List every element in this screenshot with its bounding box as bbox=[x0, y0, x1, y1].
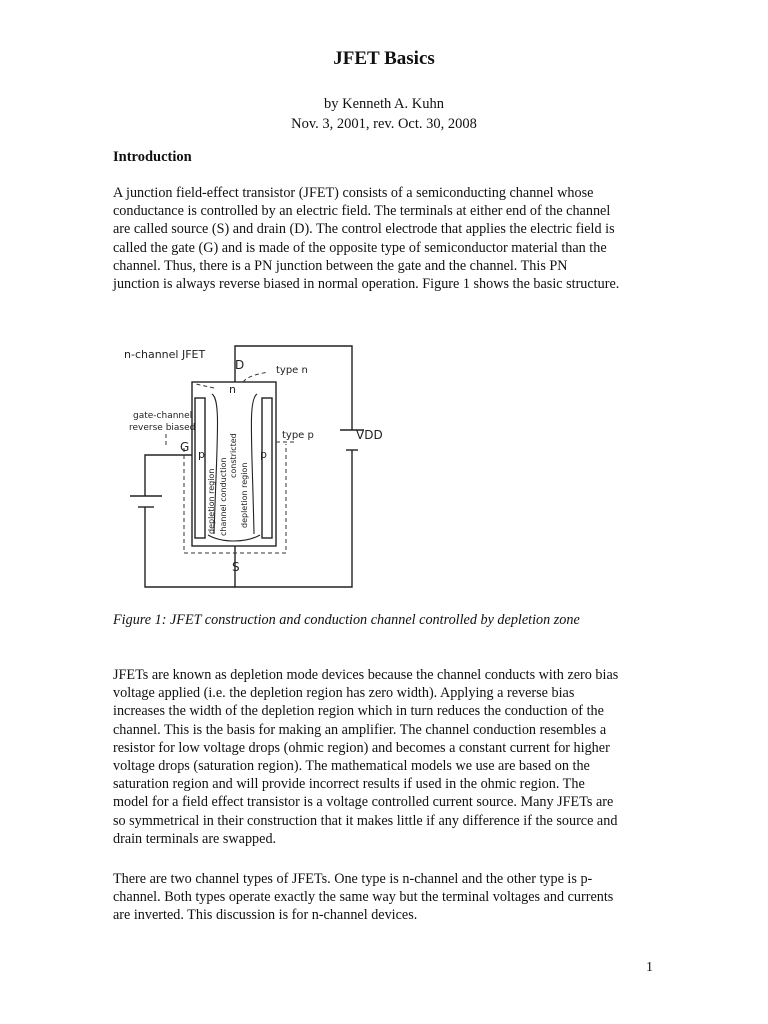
paragraph-channel-types bbox=[113, 870, 658, 925]
p-right-label: p bbox=[260, 448, 267, 461]
jfet-figure bbox=[118, 338, 383, 593]
vdd-label: VDD bbox=[356, 428, 383, 442]
gate-note-line-2: reverse biased bbox=[129, 423, 196, 433]
text-line: drain terminals are swapped. bbox=[113, 830, 277, 847]
text-line: JFETs are known as depletion mode devices because the channel conducts with zero bias bbox=[113, 667, 619, 683]
channel-label-2: constricted bbox=[229, 433, 238, 478]
type-p-label: type p bbox=[282, 430, 314, 441]
text-line: increases the width of the depletion region which in turn reduces the conduction of the bbox=[113, 703, 604, 720]
p-left-label: p bbox=[198, 448, 205, 461]
text-line: conductance is controlled by an electric field. The terminals at either end of the channel bbox=[113, 203, 611, 220]
paragraph-intro bbox=[113, 184, 658, 293]
gate-note-line-1: gate-channel bbox=[133, 411, 193, 421]
text-line: channel. This is the basis for making an amplifier. The channel conduction resembles a bbox=[113, 721, 607, 738]
byline bbox=[0, 94, 768, 134]
text-line: junction is always reverse biased in normal operation. Figure 1 shows the basic structure. bbox=[113, 276, 620, 293]
date: Nov. 3, 2001, rev. Oct. 30, 2008 bbox=[291, 116, 477, 132]
text-line: channel. Both types operate exactly the same way but the terminal voltages and currents bbox=[113, 889, 614, 906]
text-line: channel. Thus, there is a PN junction between the gate and the channel. This PN bbox=[113, 257, 568, 274]
text-line: called the gate (G) and is made of the opposite type of semiconductor material than the bbox=[113, 239, 607, 256]
text-line: model for a field effect transistor is a voltage controlled current source. Many JFETs are bbox=[113, 794, 614, 811]
text-line: There are two channel types of JFETs. One type is n-channel and the other type is p- bbox=[113, 871, 593, 887]
text-line: are inverted. This discussion is for n-channel devices. bbox=[113, 907, 418, 924]
figure-caption: Figure 1: JFET construction and conduction channel controlled by depletion zone bbox=[113, 612, 580, 628]
source-label: S bbox=[232, 560, 240, 574]
page-number: 1 bbox=[646, 960, 653, 975]
text-line: saturation region and will provide incorrect results if used in the ohmic region. The bbox=[113, 776, 585, 793]
gate-label: G bbox=[180, 440, 190, 454]
text-line: so symmetrical in their construction that it makes little if any difference if the source and bbox=[113, 812, 618, 829]
author: by Kenneth A. Kuhn bbox=[323, 96, 444, 112]
jfet-diagram bbox=[118, 338, 383, 593]
text-line: A junction field-effect transistor (JFET) consists of a semiconducting channel whose bbox=[113, 185, 594, 201]
document-title: JFET Basics bbox=[333, 48, 435, 69]
n-region-label: n bbox=[229, 383, 236, 396]
channel-label-1: channel conduction bbox=[219, 457, 228, 536]
depletion-left-label: depletion region bbox=[207, 468, 216, 534]
text-line: voltage drops (saturation region). The mathematical models we use are based on the bbox=[113, 758, 590, 775]
paragraph-depletion-mode bbox=[113, 666, 658, 848]
drain-label: D bbox=[235, 358, 245, 372]
type-n-label: type n bbox=[276, 365, 308, 376]
text-line: voltage applied (i.e. the depletion region has zero width). Applying a reverse bias bbox=[113, 685, 575, 702]
section-heading: Introduction bbox=[113, 149, 192, 165]
text-line: resistor for low voltage drops (ohmic region) and becomes a constant current for higher bbox=[113, 739, 610, 756]
text-line: are called source (S) and drain (D). The control electrode that applies the electric field is bbox=[113, 221, 615, 238]
depletion-right-label: depletion region bbox=[240, 462, 249, 528]
figure-title-label: n-channel JFET bbox=[124, 348, 206, 361]
